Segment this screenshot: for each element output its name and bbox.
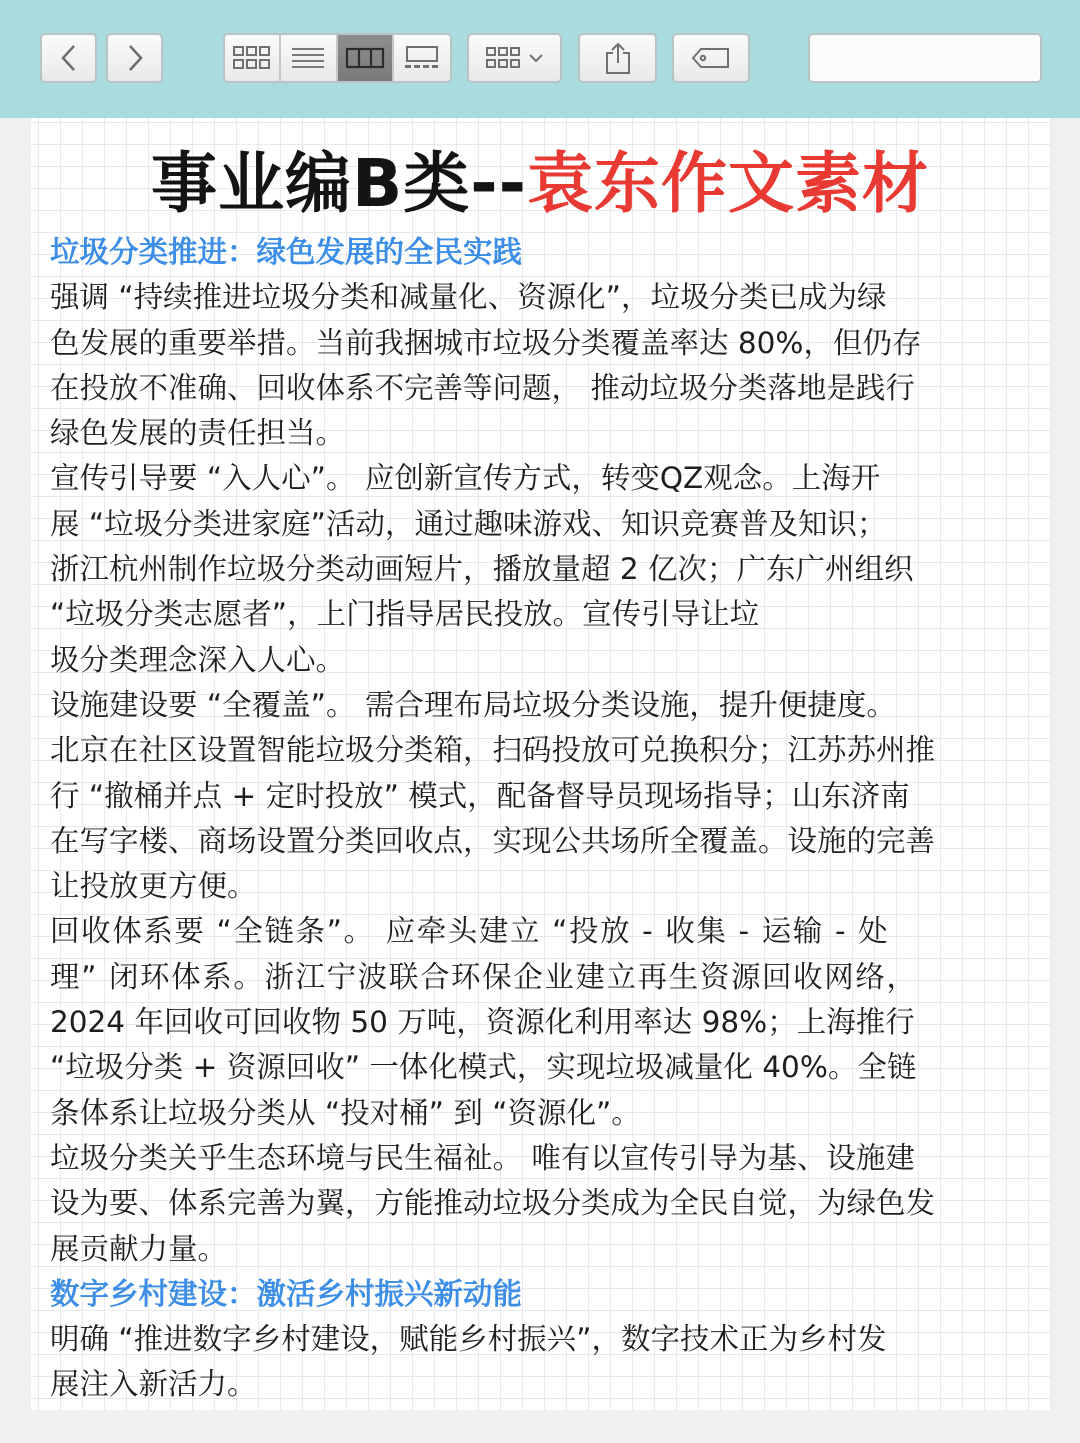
body-line: 回收体系要 “全链条”。 应牵头建立 “投放 - 收集 - 运输 - 处 xyxy=(50,914,890,949)
body-line: 2024 年回收可回收物 50 万吨，资源化利用率达 98%；上海推行 xyxy=(50,1005,915,1040)
body-line: 让投放更方便。 xyxy=(50,869,257,904)
body-line: 展注入新活力。 xyxy=(50,1367,257,1402)
body-line: 浙江杭州制作垃圾分类动画短片，播放量超 2 亿次；广东广州组织 xyxy=(50,552,914,587)
search-field[interactable] xyxy=(808,33,1042,83)
chevron-down-icon xyxy=(528,52,544,64)
chevron-left-icon xyxy=(59,43,79,73)
body-line: 展贡献力量。 xyxy=(50,1231,228,1266)
article-body xyxy=(50,230,1035,1408)
chevron-right-icon xyxy=(125,43,145,73)
body-line: 设施建设要 “全覆盖”。 需合理布局垃圾分类设施，提升便捷度。 xyxy=(50,687,896,722)
body-line: 理” 闭环体系。浙江宁波联合环保企业建立再生资源回收网络， xyxy=(50,959,918,994)
grid-icon xyxy=(232,45,272,71)
body-line: 明确 “推进数字乡村建设，赋能乡村振兴”，数字技术正为乡村发 xyxy=(50,1322,887,1357)
column-view-button[interactable] xyxy=(338,35,394,81)
body-line: “垃圾分类志愿者”，上门指导居民投放。宣传引导让垃 xyxy=(50,597,760,632)
columns-icon xyxy=(345,46,385,70)
body-line: 展 “垃圾分类进家庭”活动，通过趣味游戏、知识竞赛普及知识； xyxy=(50,506,887,541)
body-line: 强调 “持续推进垃圾分类和减量化、资源化”，垃圾分类已成为绿 xyxy=(50,280,887,315)
view-mode-switcher xyxy=(223,33,452,83)
title-main: 事业编B类-- xyxy=(150,145,528,222)
body-line: 色发展的重要举措。当前我捆城市垃圾分类覆盖率达 80%，但仍存 xyxy=(50,325,922,360)
body-line: 行 “撤桶并点 + 定时投放” 模式，配备督导员现场指导；山东济南 xyxy=(50,778,910,813)
body-line: 设为要、体系完善为翼，方能推动垃圾分类成为全民自觉，为绿色发 xyxy=(50,1186,936,1221)
body-line: 在投放不准确、回收体系不完善等问题， 推动垃圾分类落地是践行 xyxy=(50,370,915,405)
section-heading: 垃圾分类推进：绿色发展的全民实践 xyxy=(50,235,523,269)
group-by-button[interactable] xyxy=(467,33,562,83)
body-line: 北京在社区设置智能垃圾分类箱，扫码投放可兑换积分；江苏苏州推 xyxy=(50,733,936,768)
body-line: 垃圾分类关乎生态环境与民生福祉。 唯有以宣传引导为基、设施建 xyxy=(50,1140,915,1175)
tag-button[interactable] xyxy=(672,33,750,83)
section-heading: 数字乡村建设：激活乡村振兴新动能 xyxy=(50,1276,523,1311)
list-view-button[interactable] xyxy=(281,35,337,81)
share-button[interactable] xyxy=(578,33,657,83)
body-line: 在写字楼、商场设置分类回收点，实现公共场所全覆盖。设施的完善 xyxy=(50,823,936,858)
grid-icon xyxy=(485,46,521,70)
body-line: 圾分类理念深入人心。 xyxy=(50,642,346,677)
body-line: 宣传引导要 “入人心”。 应创新宣传方式，转变QZ观念。上海开 xyxy=(50,461,881,496)
body-line: “垃圾分类 + 资源回收” 一体化模式，实现垃圾减量化 40%。全链 xyxy=(50,1050,917,1085)
share-icon xyxy=(604,41,632,75)
body-line: 绿色发展的责任担当。 xyxy=(50,416,346,451)
title-highlight: 袁东作文素材 xyxy=(527,145,930,222)
list-icon xyxy=(290,46,326,70)
icon-view-button[interactable] xyxy=(225,35,281,81)
forward-button[interactable] xyxy=(106,33,163,83)
gallery-icon xyxy=(402,45,442,71)
tag-icon xyxy=(691,46,731,70)
body-line: 条体系让垃圾分类从 “投对桶” 到 “资源化”。 xyxy=(50,1095,641,1130)
page-title xyxy=(0,130,1080,225)
gallery-view-button[interactable] xyxy=(394,35,450,81)
search-input[interactable] xyxy=(828,46,1077,70)
back-button[interactable] xyxy=(40,33,97,83)
app-toolbar xyxy=(0,0,1080,118)
